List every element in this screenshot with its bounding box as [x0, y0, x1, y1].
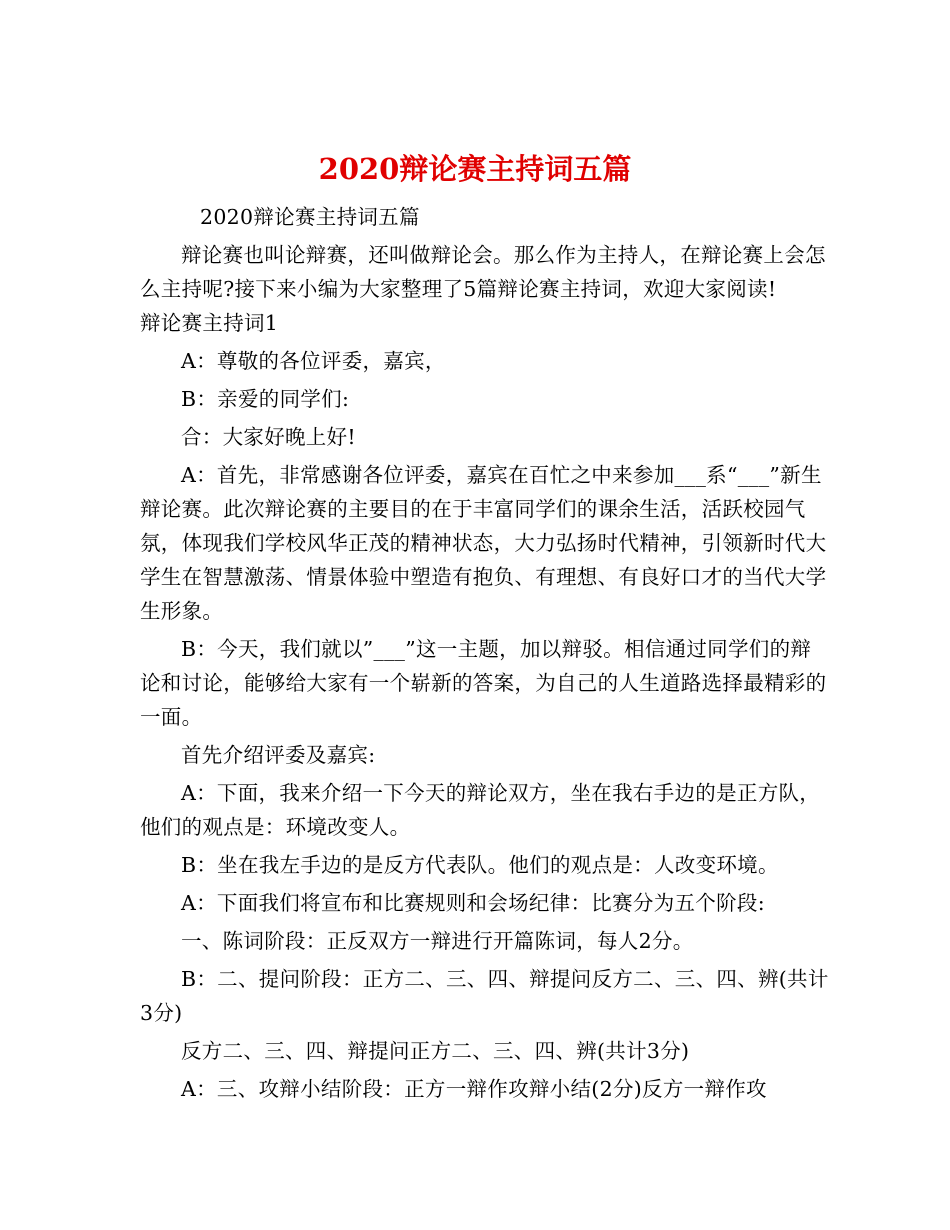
- body-paragraph: 首先介绍评委及嘉宾:: [181, 743, 376, 767]
- body-paragraph: A：下面，我来介绍一下今天的辩论双方，坐在我右手边的是正方队，他们的观点是：环境改变人。: [140, 781, 821, 839]
- document-title: 2020辩论赛主持词五篇: [318, 152, 632, 187]
- document-body: [140, 200, 830, 1106]
- body-paragraph: B：亲爱的同学们:: [181, 387, 350, 411]
- body-paragraph: 辩论赛也叫论辩赛，还叫做辩论会。那么作为主持人，在辩论赛上会怎么主持呢?接下来小编为大家整理了5篇辩论赛主持词，欢迎大家阅读! 辩论赛主持词1: [140, 243, 826, 335]
- body-paragraph: 反方二、三、四、辩提问正方二、三、四、辨(共计3分): [181, 1039, 690, 1063]
- body-paragraph: B：二、提问阶段：正方二、三、四、辩提问反方二、三、四、辨(共计3分): [140, 967, 829, 1025]
- body-paragraph: B：坐在我左手边的是反方代表队。他们的观点是：人改变环境。: [181, 853, 779, 877]
- body-paragraph: B：今天，我们就以”___”这一主题，加以辩驳。相信通过同学们的辩论和讨论，能够给大家有一个崭新的答案，为自己的人生道路选择最精彩的一面。: [140, 637, 827, 729]
- body-paragraph: A：首先，非常感谢各位评委，嘉宾在百忙之中来参加___系“___”新生辩论赛。此次辩论赛的主要目的在于丰富同学们的课余生活，活跃校园气氛，体现我们学校风华正茂的精神状态，大力弘扬时代精神，引领新时代大学生在智慧激荡、情景体验中塑造有抱负、有理想、有良好口才的当代大学生形象。: [140, 463, 827, 623]
- body-paragraph: 合：大家好晚上好!: [181, 425, 356, 449]
- body-paragraph: A：下面我们将宣布和比赛规则和会场纪律：比赛分为五个阶段:: [181, 891, 765, 915]
- body-paragraph: 一、陈词阶段：正反双方一辩进行开篇陈词，每人2分。: [181, 929, 694, 953]
- subtitle-paragraph: 2020辩论赛主持词五篇: [200, 205, 420, 229]
- body-paragraph: A：三、攻辩小结阶段：正方一辩作攻辩小结(2分)反方一辩作攻: [181, 1077, 767, 1101]
- body-paragraph: A：尊敬的各位评委，嘉宾，: [181, 349, 446, 373]
